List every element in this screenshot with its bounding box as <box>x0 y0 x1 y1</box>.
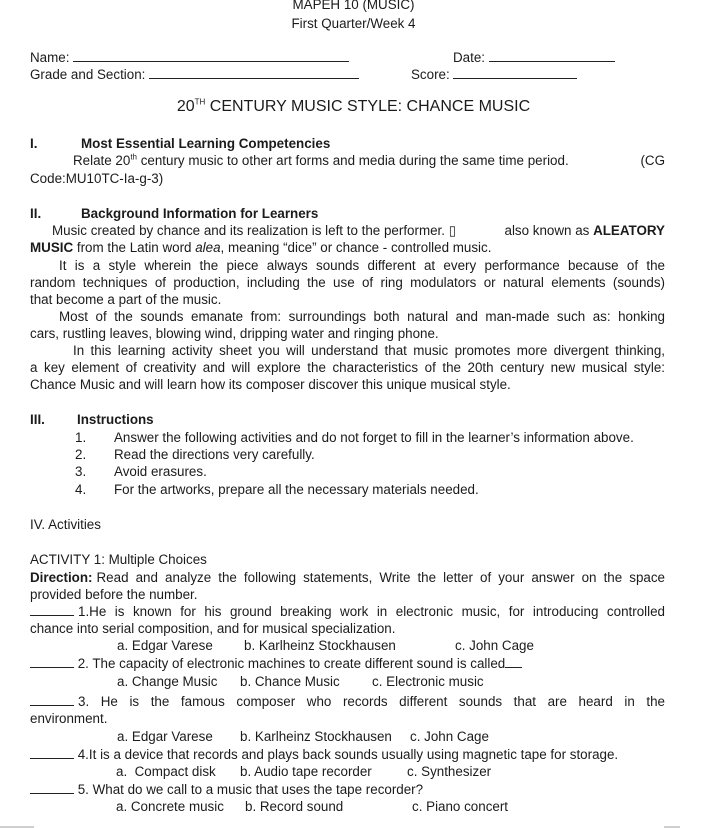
question-5-text: 5. What do we call to a music that uses the tape recorder? <box>77 782 424 797</box>
question-5-choice-b: b. Record sound <box>245 799 344 814</box>
name-field[interactable] <box>30 50 349 66</box>
section-2-numeral: II. <box>30 206 42 221</box>
question-3-choice-b: b. Karlheinz Stockhausen <box>240 729 392 744</box>
name-blank[interactable] <box>73 50 349 62</box>
question-2-choice-b: b. Chance Music <box>240 674 340 689</box>
question-2-answer-blank[interactable] <box>30 656 74 668</box>
background-p2-line1: It is a style wherein the piece always sounds different at every performance because of the <box>59 258 665 273</box>
background-p3-line2: cars, rustling leaves, blowing wind, dripping water and ringing phone. <box>30 326 439 341</box>
instruction-3-text: Avoid erasures. <box>114 464 207 479</box>
instruction-2-num: 2. <box>75 447 87 462</box>
background-p2-line3: that become a part of the music. <box>30 292 222 307</box>
question-5-choice-c: c. Piano concert <box>412 799 509 814</box>
section-3-heading: Instructions <box>77 412 154 427</box>
background-p2-line2: random techniques of production, including the use of ring modulators or natural elements (sounds) <box>30 275 665 290</box>
question-1-choice-b: b. Karlheinz Stockhausen <box>244 638 396 653</box>
section-1-heading: Most Essential Learning Competencies <box>81 136 331 151</box>
title-text: CENTURY MUSIC STYLE: CHANCE MUSIC <box>205 98 531 115</box>
question-4-choice-c: c. Synthesizer <box>407 764 492 779</box>
direction-line-1 <box>30 570 665 586</box>
score-blank[interactable] <box>453 67 577 79</box>
p1-l1-aleatory: ALEATORY <box>593 223 665 238</box>
instruction-1-text: Answer the following activities and do not forget to fill in the learner’s information above. <box>114 430 634 445</box>
grade-section-label: Grade and Section: <box>30 67 146 82</box>
question-3-text-line-2: environment. <box>30 711 108 726</box>
background-p4-line3: Chance Music and will learn how its composer discover this unique musical style. <box>30 377 511 392</box>
direction-text: Read and analyze the following statements, Write the letter of your answer on the space <box>96 570 665 585</box>
instruction-1-num: 1. <box>75 430 87 445</box>
question-1-choice-c: c. John Cage <box>455 638 534 653</box>
p1-l1-also: also known as <box>504 223 594 238</box>
background-p1-line2 <box>30 240 491 256</box>
section-4-heading: IV. Activities <box>30 517 101 532</box>
competency-pre: Relate 20 <box>73 153 131 168</box>
p1-l1-text: Music created by chance and its realization is left to the performer. ▯ <box>52 223 457 238</box>
question-1-choice-a: a. Edgar Varese <box>117 638 213 653</box>
question-1 <box>30 604 665 620</box>
name-label: Name: <box>30 50 70 65</box>
grade-section-blank[interactable] <box>149 67 359 79</box>
question-4-text: 4.It is a device that records and plays back sounds usually using magnetic tape for storage. <box>77 747 619 762</box>
p1-l2-rest: , meaning “dice” or chance - controlled music. <box>220 240 492 255</box>
title-number: 20 <box>176 98 195 115</box>
section-2-heading: Background Information for Learners <box>81 206 319 221</box>
date-field[interactable] <box>453 50 615 66</box>
activity-1-title: ACTIVITY 1: Multiple Choices <box>30 552 207 567</box>
competency-code: Code:MU10TC-Ia-g-3) <box>30 171 164 186</box>
question-4-choice-b: b. Audio tape recorder <box>240 764 372 779</box>
question-3 <box>30 694 665 710</box>
competency-sup: th <box>130 152 137 162</box>
instruction-2-text: Read the directions very carefully. <box>114 447 315 462</box>
question-4-answer-blank[interactable] <box>30 747 74 759</box>
question-5-choice-a: a. Concrete music <box>116 799 224 814</box>
question-4 <box>30 747 618 763</box>
quarter-label: First Quarter/Week 4 <box>291 16 416 31</box>
question-5-answer-blank[interactable] <box>30 782 74 794</box>
instruction-3-num: 3. <box>75 464 87 479</box>
section-3-numeral: III. <box>30 412 45 427</box>
date-label: Date: <box>453 50 486 65</box>
question-2-text: 2. The capacity of electronic machines to create different sound is called <box>77 656 506 671</box>
competency-line-1 <box>73 153 665 169</box>
question-3-choice-a: a. Edgar Varese <box>117 729 213 744</box>
question-1-text-line-2: chance into serial composition, and for musical specialization. <box>30 621 396 636</box>
background-p3-line1: Most of the sounds emanate from: surroundings both natural and man-made such as: honking <box>59 309 665 324</box>
question-2-choice-a: a. Change Music <box>117 674 218 689</box>
question-1-text: 1.He is known for his ground breaking work in electronic music, for introducing controlled <box>78 604 665 619</box>
direction-label: Direction: <box>30 570 93 585</box>
score-label: Score: <box>411 67 450 82</box>
title-superscript: TH <box>194 97 206 107</box>
background-p4-line2: a key element of creativity and will explore the characteristics of the 20th century new musical style: <box>30 360 665 375</box>
competency-text: century music to other art forms and media during the same time period. <box>137 153 569 168</box>
instruction-4-text: For the artworks, prepare all the necessary materials needed. <box>114 482 479 497</box>
question-3-answer-blank[interactable] <box>30 694 74 706</box>
question-2-fill-blank[interactable] <box>505 656 522 668</box>
question-4-choice-a: a. Compact disk <box>116 764 216 779</box>
subject-title: MAPEH 10 (MUSIC) <box>292 0 415 12</box>
background-p1-line1 <box>52 223 665 239</box>
question-2 <box>30 656 522 672</box>
question-3-text: 3. He is the famous composer who records different sounds that are heard in the <box>78 694 665 709</box>
grade-section-field[interactable] <box>30 67 359 83</box>
question-1-answer-blank[interactable] <box>30 604 74 616</box>
instruction-4-num: 4. <box>75 482 87 497</box>
question-5 <box>30 782 423 798</box>
p1-l2-music: MUSIC <box>30 240 74 255</box>
question-3-choice-c: c. John Cage <box>410 729 489 744</box>
question-2-choice-c: c. Electronic music <box>372 674 484 689</box>
competency-code-start: (CG <box>640 153 665 168</box>
score-field[interactable] <box>411 67 577 83</box>
p1-l2-alea: alea <box>195 240 221 255</box>
date-blank[interactable] <box>489 50 615 62</box>
background-p4-line1: In this learning activity sheet you will understand that music promotes more divergent thinking, <box>73 343 665 358</box>
direction-line-2: provided before the number. <box>30 587 198 602</box>
section-1-numeral: I. <box>30 136 38 151</box>
lesson-title <box>0 97 707 117</box>
p1-l2-text: from the Latin word <box>73 240 196 255</box>
